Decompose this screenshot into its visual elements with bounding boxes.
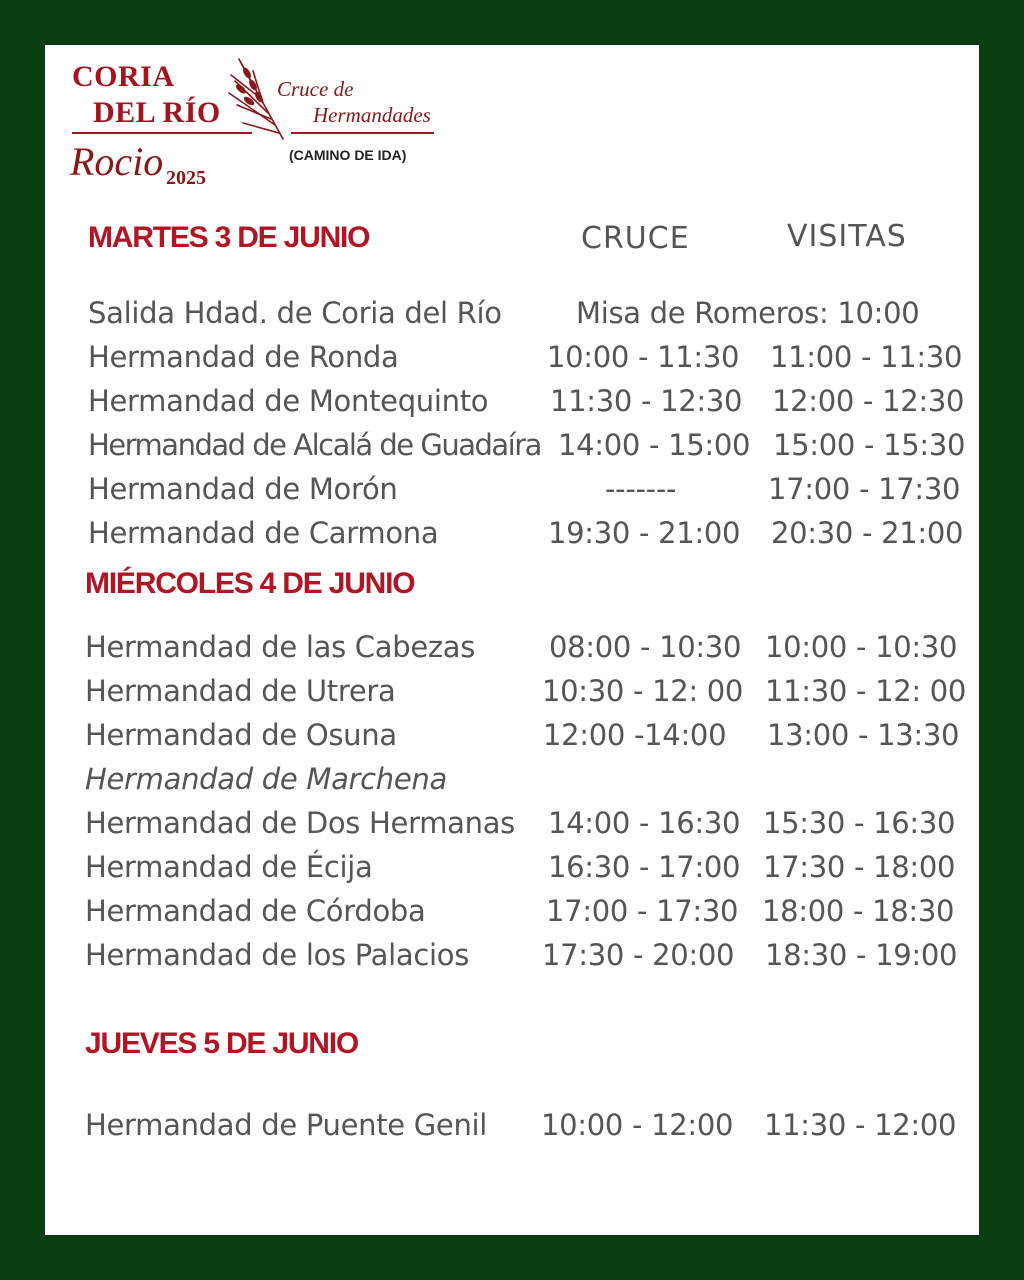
table-row-name: Hermandad de Córdoba [85, 894, 426, 928]
table-row-cruce: 14:00 - 16:30 [548, 806, 741, 840]
table-row-name: Salida Hdad. de Coria del Río [88, 296, 502, 330]
day-title-miercoles: MIÉRCOLES 4 DE JUNIO [85, 567, 415, 600]
table-row-cruce: 10:00 - 11:30 [547, 340, 740, 374]
column-header-cruce: CRUCE [581, 221, 690, 256]
logo-camino-label: (CAMINO DE IDA) [289, 147, 407, 163]
logo-rocio-text: Rocio [70, 139, 164, 184]
table-row-visitas: 15:30 - 16:30 [763, 806, 956, 840]
table-row-cruce: 10:30 - 12: 00 [542, 674, 744, 708]
table-row-cruce: 16:30 - 17:00 [548, 850, 741, 884]
table-row-name: Hermandad de Morón [88, 472, 398, 506]
logo-del-rio-text: DEL RÍO [93, 96, 221, 129]
table-row-visitas: 12:00 - 12:30 [772, 384, 965, 418]
table-row-name: Hermandad de las Cabezas [85, 630, 476, 664]
table-row-visitas: 17:00 - 17:30 [768, 472, 961, 506]
table-row-cruce: 19:30 - 21:00 [548, 516, 741, 550]
day-title-jueves: JUEVES 5 DE JUNIO [85, 1027, 359, 1060]
table-row-visitas: 11:00 - 11:30 [770, 340, 963, 374]
table-row-visitas: 10:00 - 10:30 [765, 630, 958, 664]
logo-cruce-line2: Hermandades [313, 103, 431, 127]
table-row-visitas: 11:30 - 12: 00 [765, 674, 967, 708]
table-row-cruce: Misa de Romeros: 10:00 [576, 296, 920, 330]
logo-coria-text: CORIA [72, 60, 175, 93]
table-row-visitas: 17:30 - 18:00 [763, 850, 956, 884]
logo-year: 2025 [166, 167, 206, 189]
table-row-cruce: 10:00 - 12:00 [541, 1108, 734, 1142]
day-title-martes: MARTES 3 DE JUNIO [88, 221, 370, 254]
table-row-cruce: ------- [605, 472, 677, 506]
table-row-name: Hermandad de Ronda [88, 340, 399, 374]
table-row-cruce: 12:00 -14:00 [543, 718, 727, 752]
table-row-visitas: 15:00 - 15:30 [773, 428, 966, 462]
table-row-cruce: 14:00 - 15:00 [558, 428, 751, 462]
table-row-cruce: 08:00 - 10:30 [549, 630, 742, 664]
table-row-visitas: 13:00 - 13:30 [767, 718, 960, 752]
table-row-name: Hermandad de Utrera [85, 674, 396, 708]
table-row-visitas: 20:30 - 21:00 [771, 516, 964, 550]
table-row-name: Hermandad de Puente Genil [85, 1108, 488, 1142]
table-row-name: Hermandad de Marchena [85, 762, 447, 796]
table-row-visitas: 18:30 - 19:00 [765, 938, 958, 972]
table-row-visitas: 18:00 - 18:30 [762, 894, 955, 928]
table-row-name: Hermandad de Montequinto [88, 384, 489, 418]
table-row-name: Hermandad de los Palacios [85, 938, 470, 972]
table-row-name: Hermandad de Carmona [88, 516, 439, 550]
column-header-visitas: VISITAS [787, 219, 907, 254]
table-row-cruce: 11:30 - 12:30 [550, 384, 743, 418]
logo-rule-right [291, 132, 434, 134]
table-row-cruce: 17:00 - 17:30 [546, 894, 739, 928]
table-row-cruce: 17:30 - 20:00 [542, 938, 735, 972]
table-row-name: Hermandad de Osuna [85, 718, 397, 752]
table-row-name: Hermandad de Dos Hermanas [85, 806, 515, 840]
table-row-name: Hermandad de Alcalá de Guadaíra [88, 428, 541, 462]
table-row-visitas: 11:30 - 12:00 [764, 1108, 957, 1142]
logo-cruce-line1: Cruce de [277, 77, 354, 101]
table-row-name: Hermandad de Écija [85, 850, 373, 884]
schedule-card [45, 45, 979, 1235]
